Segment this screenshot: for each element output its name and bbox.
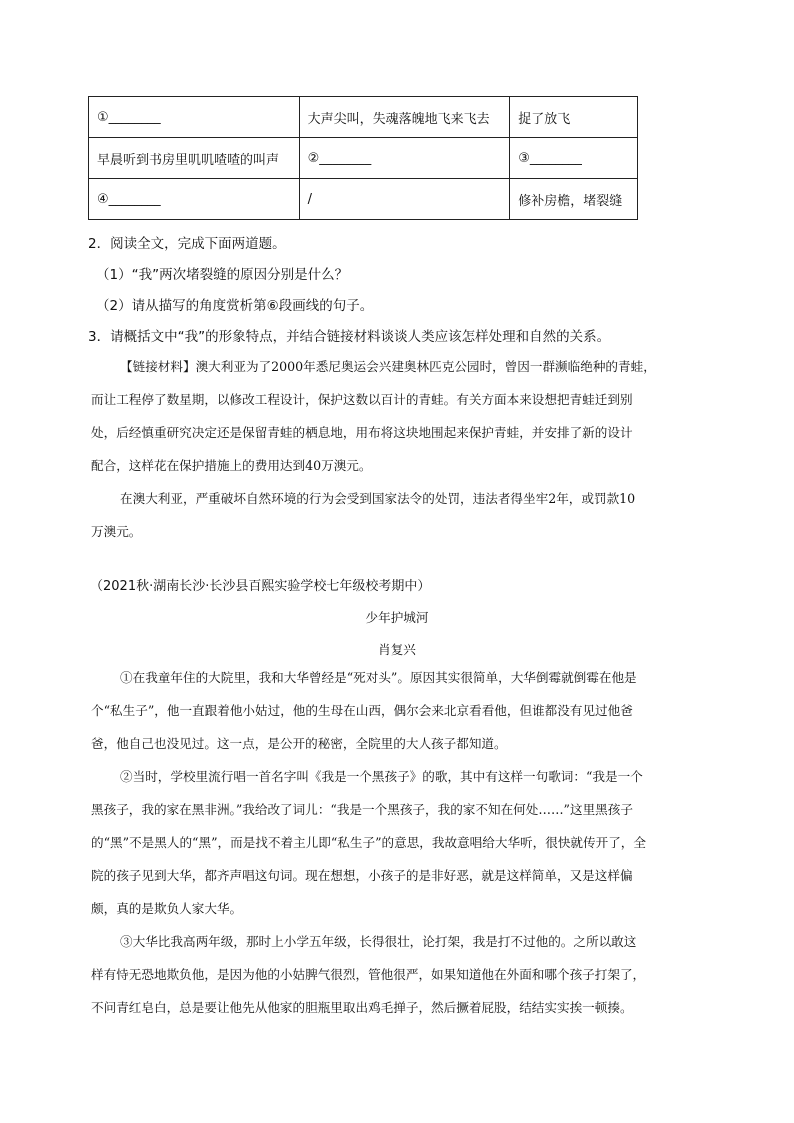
table-cell: ③________ — [510, 138, 638, 179]
table-cell: 大声尖叫，失魂落魄地飞来飞去 — [299, 97, 510, 138]
article-author: 肖复兴 — [378, 642, 416, 657]
table-cell: / — [299, 179, 510, 220]
paragraph-line: ①在我童年住的大院里，我和大华曾经是“死对头”。原因其实很简单，大华倒霉就倒霉在他是 — [120, 670, 637, 685]
paragraph-line: 的“黑”不是黑人的“黑”，而是找不着主儿即“私生子”的意思，我故意唱给大华听，很快就传开了，全 — [91, 835, 646, 850]
table-cell: ④________ — [89, 179, 300, 220]
paragraph-line: 个“私生子”，他一直跟着他小姑过，他的生母在山西，偶尔会来北京看看他，但谁都没有见过他爸 — [91, 703, 633, 718]
table-row — [89, 179, 638, 220]
paragraph-line: 颇，真的是欺负人家大华。 — [91, 901, 243, 916]
material-line: 在澳大利亚，严重破坏自然环境的行为会受到国家法令的处罚，违法者得坐牢2年，或罚款10 — [120, 491, 636, 506]
table-row — [89, 97, 638, 138]
paragraph-line: ③大华比我高两年级，那时上小学五年级，长得很壮，论打架，我是打不过他的。之所以敢这 — [120, 934, 637, 949]
table-cell: 捉了放飞 — [510, 97, 638, 138]
paragraph-line: ②当时，学校里流行唱一首名字叫《我是一个黑孩子》的歌，其中有这样一句歌词：“我是一个 — [120, 769, 643, 784]
paragraph-line: 黑孩子，我的家在黑非洲。”我给改了词儿：“我是一个黑孩子，我的家不知在何处……”这里黑孩子 — [91, 802, 633, 817]
source-note: （2021秋·湖南长沙·长沙县百熙实验学校七年级校考期中） — [90, 579, 431, 594]
material-line: 配合，这样花在保护措施上的费用达到40万澳元。 — [91, 458, 372, 473]
paragraph-line: 不问青红皂白，总是要让他先从他家的胆瓶里取出鸡毛掸子，然后撅着屁股，结结实实挨一顿揍。 — [91, 1000, 633, 1015]
material-line: 而让工程停了数星期，以修改工程设计，保护这数以百计的青蛙。有关方面本来设想把青蛙迁到别 — [91, 392, 633, 407]
question-2-2: （2）请从描写的角度赏析第⑥段画线的句子。 — [96, 298, 374, 314]
question-2-1: （1）“我”两次堵裂缝的原因分别是什么？ — [96, 267, 349, 283]
material-line: 【链接材料】澳大利亚为了2000年悉尼奥运会兴建奥林匹克公园时，曾因一群濒临绝种的青蛙， — [120, 359, 656, 374]
table-row — [89, 138, 638, 179]
material-line: 万澳元。 — [91, 524, 142, 539]
table-cell: 修补房檐，堵裂缝 — [510, 179, 638, 220]
paragraph-line: 院的孩子见到大华，都齐声唱这句词。现在想想，小孩子的是非好恶，就是这样简单，又是这样偏 — [91, 868, 633, 883]
paragraph-line: 爸，他自己也没见过。这一点，是公开的秘密，全院里的大人孩子都知道。 — [91, 736, 507, 751]
question-2: 2．阅读全文，完成下面两道题。 — [88, 236, 286, 252]
material-line: 处，后经慎重研究决定还是保留青蛙的栖息地，用布将这块地围起来保护青蛙，并安排了新的设计 — [91, 425, 633, 440]
paragraph-line: 样有恃无恐地欺负他，是因为他的小姑脾气很烈，管他很严，如果知道他在外面和哪个孩子打架了， — [91, 967, 646, 982]
table-cell: 早晨听到书房里叽叽喳喳的叫声 — [89, 138, 300, 179]
table-cell: ①________ — [89, 97, 300, 138]
question-3: 3．请概括文中“我”的形象特点，并结合链接材料谈谈人类应该怎样处理和自然的关系。 — [88, 329, 611, 345]
table-cell: ②________ — [299, 138, 510, 179]
article-title: 少年护城河 — [365, 610, 429, 625]
info-table — [88, 96, 638, 220]
